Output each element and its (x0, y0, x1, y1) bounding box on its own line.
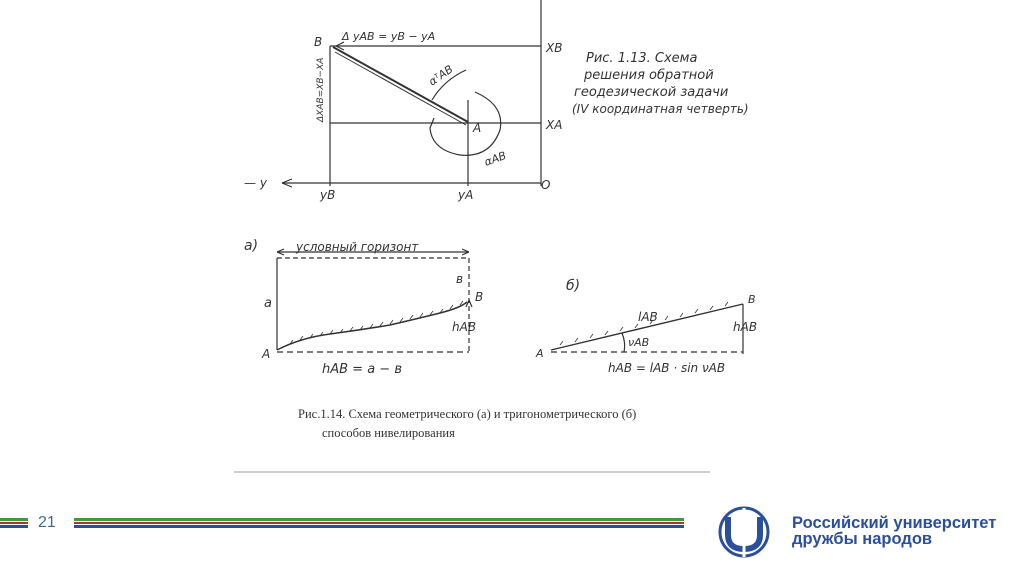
label-a-point-b: A (536, 347, 544, 360)
figure-1-13-labels (244, 30, 749, 202)
label-b-point: B (475, 290, 484, 304)
label-h-a: hAB (452, 320, 477, 334)
terrain-a-hatch (290, 301, 463, 344)
label-a-paren: а) (244, 238, 259, 254)
arc-alpha (430, 92, 501, 155)
stripes-left (0, 518, 28, 528)
label-b-point-b: B (748, 293, 756, 306)
label-a-side: a (264, 296, 272, 311)
label-a: A (473, 121, 482, 135)
label-dx: ΔXAB=XB−XA (316, 57, 326, 122)
label-alpha: αAB (482, 148, 509, 169)
caption-113-line3: геодезической задачи (574, 85, 729, 100)
label-dy: Δ yAB = yB − yA (342, 30, 436, 43)
formula-a: hAB = a − в (322, 362, 402, 377)
figure-1-14-a (277, 249, 472, 352)
label-b-small: в (456, 272, 464, 286)
angle-arc-b (622, 333, 625, 352)
line-ab (333, 47, 468, 122)
caption-114-line2: способов нивелирования (322, 426, 455, 440)
university-name-line2: дружбы народов (792, 530, 933, 548)
label-b-paren: б) (566, 278, 581, 294)
figure-1-14-b-labels (535, 278, 757, 375)
label-h-b: hAB (733, 320, 758, 334)
label-a-point: A (262, 347, 271, 361)
caption-113-line2: решения обратной (584, 68, 714, 83)
label-alpha-t: αᵀAB (426, 62, 456, 89)
label-xb: XB (546, 41, 563, 55)
caption-114-line1: Рис.1.14. Схема геометрического (а) и тригонометрического (б) (298, 407, 637, 421)
stripes-right (74, 518, 684, 528)
h-arrow-a (466, 300, 472, 307)
university-emblem (720, 508, 768, 557)
label-b: B (314, 35, 323, 49)
page-number: 21 (38, 514, 56, 531)
caption-113-line4: (IV координатная четверть) (572, 102, 749, 116)
formula-b: hAB = lAB · sin νAB (608, 361, 726, 375)
label-yb: yB (320, 188, 336, 202)
label-minus-y: — y (244, 176, 267, 190)
label-ya: yA (458, 188, 474, 202)
figure-1-14-a-labels (244, 238, 483, 377)
label-v: νAB (628, 336, 650, 349)
caption-113-line1: Рис. 1.13. Схема (586, 51, 698, 66)
label-horizon: условный горизонт (296, 240, 419, 254)
label-o: O (541, 178, 551, 192)
university-name (792, 515, 996, 547)
label-xa: XA (546, 118, 563, 132)
label-l: lAB (638, 310, 658, 324)
university-name-line1: Российский университет (792, 514, 997, 532)
